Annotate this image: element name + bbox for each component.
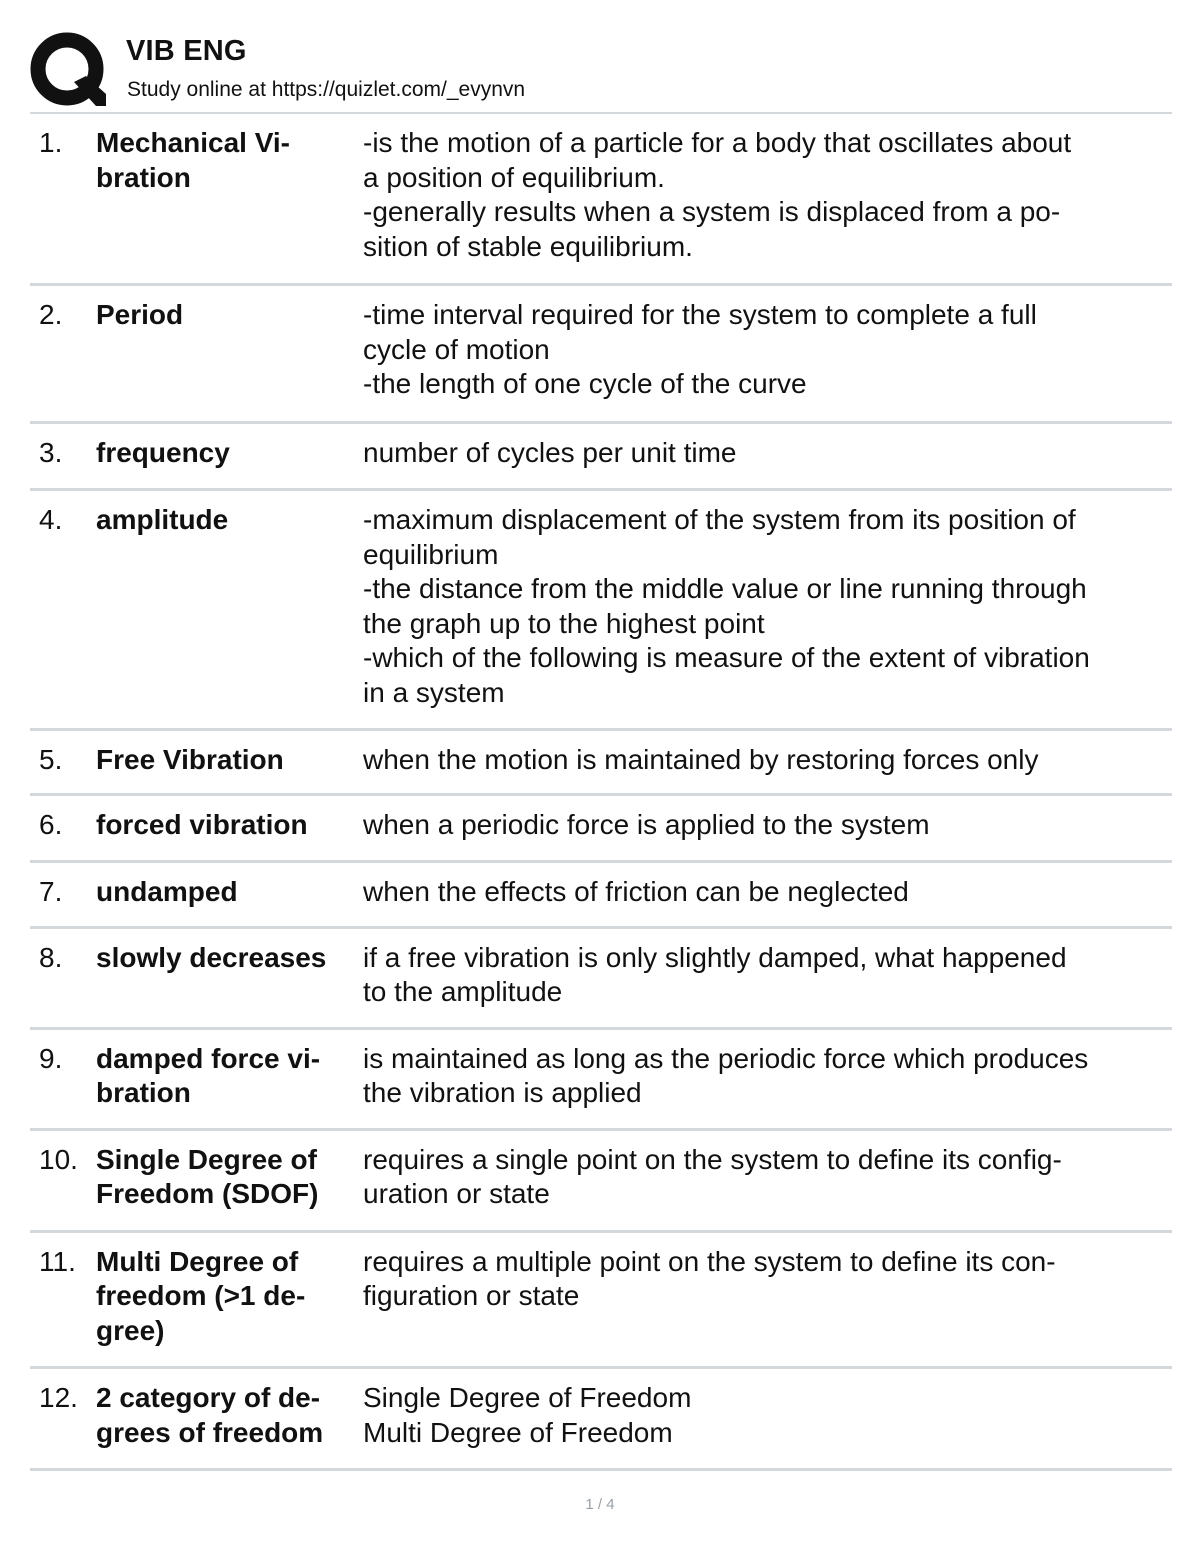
definition-line: number of cycles per unit time xyxy=(363,436,737,468)
card-term xyxy=(96,941,358,976)
card-number: 3. xyxy=(39,436,63,468)
term-line: bration xyxy=(96,1077,191,1108)
card-term xyxy=(96,126,358,195)
definition-line: -the length of one cycle of the curve xyxy=(363,368,807,399)
term-line: freedom (>1 de- xyxy=(96,1280,306,1311)
flashcard-row xyxy=(30,796,1172,864)
definition-line: when the motion is maintained by restoring forces only xyxy=(363,744,1039,775)
card-term xyxy=(96,743,358,778)
card-term xyxy=(96,298,358,333)
flashcard-row xyxy=(30,1030,1172,1131)
flashcard-row xyxy=(30,424,1172,492)
page-number: 1 / 4 xyxy=(585,1496,615,1513)
definition-line: a position of equilibrium. xyxy=(363,161,665,193)
card-number: 11. xyxy=(39,1245,76,1277)
card-number: 5. xyxy=(39,744,63,775)
quizlet-q-logo-icon xyxy=(30,32,106,108)
flashcard-row xyxy=(30,491,1172,731)
flashcard-row xyxy=(30,114,1172,286)
document-header xyxy=(30,32,1172,112)
term-line: Freedom (SDOF) xyxy=(96,1178,319,1209)
term-line: 2 category of de- xyxy=(96,1382,321,1413)
definition-line: requires a single point on the system to define its config- xyxy=(363,1143,1062,1175)
card-definition xyxy=(363,436,1163,471)
definition-line: equilibrium xyxy=(363,538,499,570)
card-definition xyxy=(363,875,1163,910)
definition-line: figuration or state xyxy=(363,1280,580,1311)
card-number: 7. xyxy=(39,876,63,907)
card-definition xyxy=(363,1143,1163,1212)
term-line: frequency xyxy=(96,436,230,468)
card-definition xyxy=(363,503,1163,710)
set-title: VIB ENG xyxy=(126,35,247,67)
card-definition xyxy=(363,941,1163,1010)
card-term xyxy=(96,875,358,910)
definition-line: uration or state xyxy=(363,1178,550,1209)
card-term xyxy=(96,436,358,471)
flashcard-row xyxy=(30,1233,1172,1370)
flashcard-row xyxy=(30,863,1172,929)
card-term xyxy=(96,503,358,538)
card-definition xyxy=(363,808,1163,843)
term-line: forced vibration xyxy=(96,808,308,840)
flashcard-list xyxy=(30,114,1172,1471)
flashcard-row xyxy=(30,286,1172,424)
card-number: 9. xyxy=(39,1042,63,1074)
term-line: bration xyxy=(96,161,191,193)
card-term xyxy=(96,808,358,843)
definition-line: sition of stable equilibrium. xyxy=(363,230,693,262)
card-definition xyxy=(363,126,1163,264)
card-definition xyxy=(363,298,1163,402)
definition-line: if a free vibration is only slightly damped, what happened xyxy=(363,941,1067,973)
card-definition xyxy=(363,1042,1163,1111)
definition-line: is maintained as long as the periodic force which produces xyxy=(363,1042,1089,1074)
flashcard-row xyxy=(30,929,1172,1030)
definition-line: -generally results when a system is displaced from a po- xyxy=(363,196,1061,227)
definition-line: -which of the following is measure of the extent of vibration xyxy=(363,642,1090,673)
term-line: Free Vibration xyxy=(96,744,284,775)
card-number: 8. xyxy=(39,941,63,973)
card-definition xyxy=(363,1381,1163,1450)
definition-line: cycle of motion xyxy=(363,333,550,365)
term-line: slowly decreases xyxy=(96,941,327,973)
definition-line: -is the motion of a particle for a body that oscillates about xyxy=(363,127,1072,158)
definition-line: -time interval required for the system to complete a full xyxy=(363,299,1037,330)
term-line: Multi Degree of xyxy=(96,1245,299,1277)
term-line: Mechanical Vi- xyxy=(96,127,291,158)
definition-line: the vibration is applied xyxy=(363,1077,642,1108)
definition-line: Single Degree of Freedom xyxy=(363,1382,692,1413)
card-definition xyxy=(363,1245,1163,1349)
term-line: grees of freedom xyxy=(96,1416,324,1448)
flashcard-row xyxy=(30,1131,1172,1233)
definition-line: in a system xyxy=(363,676,505,708)
study-online-link-text: Study online at https://quizlet.com/_evynvn xyxy=(127,78,526,101)
card-term xyxy=(96,1042,358,1111)
definition-line: Multi Degree of Freedom xyxy=(363,1416,673,1448)
definition-line: the graph up to the highest point xyxy=(363,607,765,639)
term-line: Period xyxy=(96,299,184,330)
definition-line: -maximum displacement of the system from its position of xyxy=(363,504,1076,535)
definition-line: -the distance from the middle value or line running through xyxy=(363,573,1087,604)
card-number: 1. xyxy=(39,127,63,158)
term-line: undamped xyxy=(96,876,238,907)
term-line: Single Degree of xyxy=(96,1143,317,1175)
card-number: 6. xyxy=(39,808,63,840)
card-term xyxy=(96,1245,358,1349)
card-number: 10. xyxy=(39,1143,78,1175)
term-line: gree) xyxy=(96,1314,165,1346)
card-term xyxy=(96,1381,358,1450)
card-number: 4. xyxy=(39,504,63,535)
card-number: 12. xyxy=(39,1382,78,1413)
flashcard-row xyxy=(30,1369,1172,1471)
definition-line: requires a multiple point on the system to define its con- xyxy=(363,1245,1056,1277)
term-line: damped force vi- xyxy=(96,1042,321,1074)
card-number: 2. xyxy=(39,299,63,330)
card-term xyxy=(96,1143,358,1212)
definition-line: when the effects of friction can be neglected xyxy=(363,876,909,907)
term-line: amplitude xyxy=(96,504,229,535)
definition-line: to the amplitude xyxy=(363,976,563,1007)
flashcard-row xyxy=(30,731,1172,796)
definition-line: when a periodic force is applied to the system xyxy=(363,808,930,840)
card-definition xyxy=(363,743,1163,778)
